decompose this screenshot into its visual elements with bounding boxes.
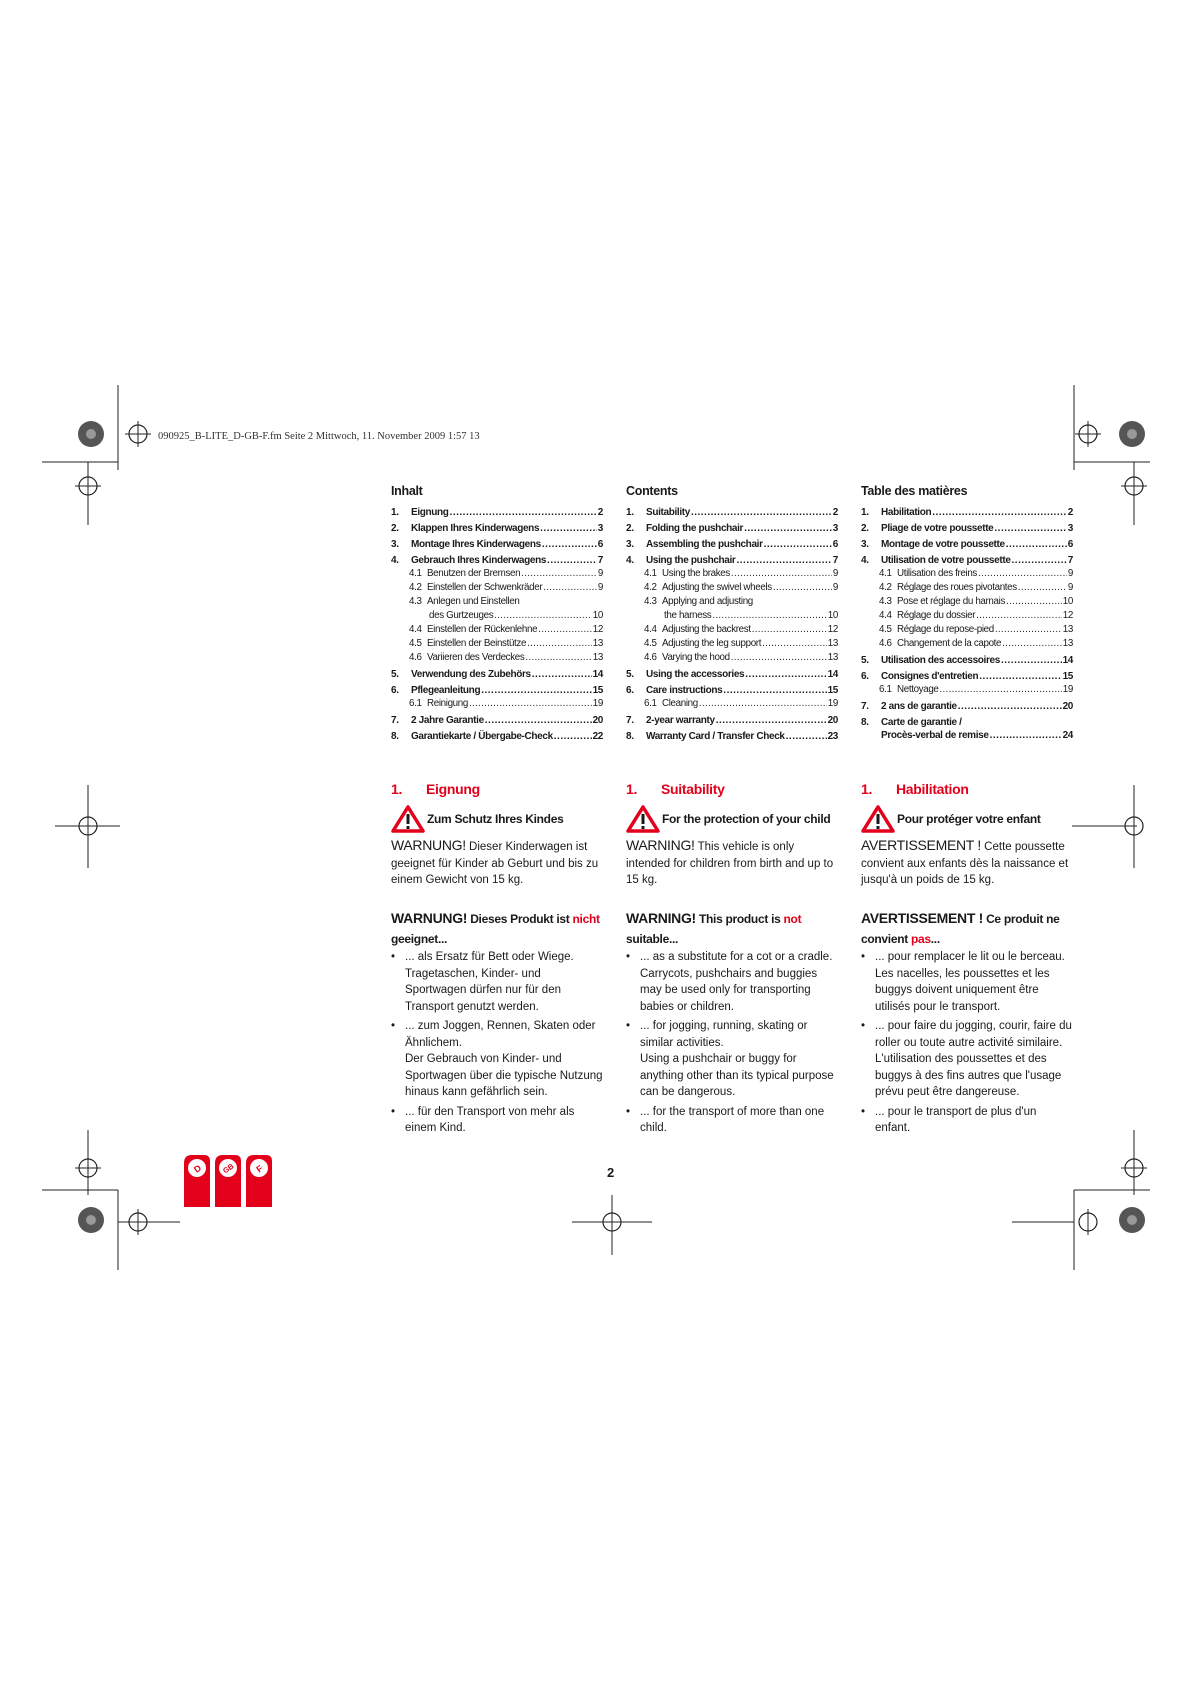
toc-entry [626, 596, 838, 610]
toc-entry-label: Pose et réglage du harnais [897, 596, 1005, 607]
language-tab-f [246, 1155, 272, 1207]
warning-heading: Pour protéger votre enfant [861, 805, 1041, 833]
toc-entry-page: 19 [827, 698, 838, 709]
toc-entry-label: Einstellen der Beinstütze [427, 638, 527, 649]
toc-entry-label: Warranty Card / Transfer Check [646, 731, 785, 742]
toc-entry [391, 555, 603, 568]
toc-leader [990, 730, 1062, 741]
toc-entry-number: 4.1 [644, 568, 657, 579]
toc-leader [494, 610, 592, 621]
language-tab-gb [215, 1155, 241, 1207]
toc-entry-label: Suitability [646, 507, 690, 518]
bullet-dot: • [391, 1105, 396, 1118]
toc-leader [978, 568, 1067, 579]
toc-entry-page: 10 [592, 610, 603, 621]
toc-entry [391, 731, 603, 744]
toc-entry-number: 6.1 [879, 684, 892, 695]
toc-entry-label: Variieren des Verdeckes [427, 652, 525, 663]
bullet-dot: • [391, 951, 396, 963]
bullet-title: ... for the transport of more than one child. [640, 1105, 825, 1134]
toc-entry-label: the harness [664, 610, 712, 621]
toc-entry-number: 2. [391, 523, 399, 534]
toc-entry-label: 2-year warranty [646, 715, 715, 726]
toc-entry-number: 6. [626, 685, 634, 696]
toc-entry-page: 23 [827, 731, 838, 742]
toc-list [626, 504, 838, 744]
toc-entry [626, 582, 838, 596]
toc-entry [391, 669, 603, 682]
page-number: 2 [607, 1165, 615, 1180]
bullet-item [861, 949, 1073, 1015]
toc-entry [861, 655, 1073, 668]
toc-entry-number: 2. [626, 523, 634, 534]
toc-entry-number: 3. [391, 539, 399, 550]
toc-leader [699, 698, 827, 709]
toc-entry [861, 684, 1073, 698]
section-title: 1. Suitability [626, 781, 725, 797]
toc-entry-number: 4.4 [879, 610, 892, 621]
toc-entry-label: Garantiekarte / Übergabe-Check [411, 731, 553, 742]
toc-entry-continued [391, 610, 603, 624]
toc-entry [861, 568, 1073, 582]
toc-entry [861, 523, 1073, 536]
toc-leader [521, 568, 597, 579]
toc-entry-label: Using the accessories [646, 669, 745, 680]
toc-leader [764, 539, 832, 550]
bullet-item [626, 1104, 838, 1137]
toc-entry [861, 555, 1073, 568]
bullet-dot: • [861, 1020, 866, 1032]
language-tab-f-label: F [254, 1163, 265, 1175]
bullet-detail: Using a pushchair or buggy for anything other than its typical purpose can be dangerous. [640, 1053, 834, 1098]
toc-leader [744, 523, 832, 534]
toc-entry-page: 9 [1067, 582, 1073, 593]
bullet-item [391, 1104, 603, 1137]
bullet-list [391, 949, 603, 1140]
bullet-title: ... als Ersatz für Bett oder Wiege. [405, 951, 574, 963]
bullet-item [626, 949, 838, 1015]
toc-entry-number: 4.4 [644, 624, 657, 635]
toc-entry [626, 523, 838, 536]
toc-entry [391, 638, 603, 652]
toc-leader [958, 701, 1062, 712]
toc-entry-label: Montage Ihres Kinderwagens [411, 539, 541, 550]
toc-leader [485, 715, 592, 726]
file-header-line: 090925_B-LITE_D-GB-F.fm Seite 2 Mittwoch, 11. November 2009 1:57 13 [158, 431, 480, 442]
toc-leader [786, 731, 827, 742]
bullet-title: ... zum Joggen, Rennen, Skaten oder Ähnlichem. [405, 1020, 596, 1049]
toc-entry-page: 7 [832, 555, 838, 566]
bullet-title: ... pour le transport de plus d'un enfant. [875, 1105, 1037, 1134]
toc-entry-page: 22 [592, 731, 603, 742]
suitability-paragraph: AVERTISSEMENT ! Cette poussette convient aux enfants dès la naissance et jusqu'à un poids de 15 kg. [861, 837, 1069, 886]
toc-leader [723, 685, 826, 696]
toc-entry-number: 5. [626, 669, 634, 680]
toc-entry-label: Using the pushchair [646, 555, 736, 566]
toc-title: Contents [626, 484, 678, 498]
bullet-dot: • [861, 951, 866, 963]
suitability-paragraph: WARNUNG! Dieser Kinderwagen ist geeignet für Kinder ab Geburt und bis zu einem Gewicht von 15 kg. [391, 837, 599, 886]
toc-leader [731, 568, 832, 579]
toc-entry-page: 13 [592, 638, 603, 649]
toc-entry-label: Utilisation des accessoires [881, 655, 1000, 666]
toc-entry-label: Assembling the pushchair [646, 539, 763, 550]
toc-entry-number: 1. [626, 507, 634, 518]
toc-entry-label: Klappen Ihres Kinderwagens [411, 523, 540, 534]
toc-entry [391, 568, 603, 582]
toc-entry-page: 20 [827, 715, 838, 726]
toc-entry-label: Changement de la capote [897, 638, 1002, 649]
section-title: 1. Eignung [391, 781, 480, 797]
toc-leader [976, 610, 1062, 621]
toc-leader [532, 669, 592, 680]
toc-entry-continued [626, 610, 838, 624]
toc-entry [626, 685, 838, 698]
toc-entry [861, 539, 1073, 552]
toc-entry-label: Einstellen der Rückenlehne [427, 624, 538, 635]
toc-title: Inhalt [391, 484, 423, 498]
not-suitable-heading: WARNING! This product is not suitable... [626, 910, 802, 946]
toc-entry-page: 2 [1067, 507, 1073, 518]
toc-entry [861, 701, 1073, 714]
warning-triangle-icon [626, 805, 660, 833]
toc-entry-page: 13 [1062, 638, 1073, 649]
toc-entry-number: 7. [861, 701, 869, 712]
toc-entry-number: 4.5 [409, 638, 422, 649]
bullet-detail: L'utilisation des poussettes et des buggys à des fins autres que l'usage prévu peut être dangereuse. [875, 1053, 1062, 1098]
toc-entry-number: 4.1 [409, 568, 422, 579]
toc-entry-number: 6.1 [409, 698, 422, 709]
toc-leader [547, 555, 597, 566]
toc-entry-number: 2. [861, 523, 869, 534]
toc-entry-page: 6 [597, 539, 603, 550]
bullet-item [391, 1018, 603, 1101]
toc-entry-number: 5. [391, 669, 399, 680]
toc-entry [861, 610, 1073, 624]
bullet-title: ... for jogging, running, skating or similar activities. [640, 1020, 808, 1049]
toc-entry-number: 4.3 [644, 596, 657, 607]
toc-entry-number: 4. [626, 555, 634, 566]
toc-entry-label: des Gurtzeuges [429, 610, 494, 621]
toc-entry-page: 19 [592, 698, 603, 709]
toc-entry-page: 7 [597, 555, 603, 566]
bullet-dot: • [861, 1105, 866, 1118]
toc-entry-label: Utilisation de votre poussette [881, 555, 1011, 566]
suitability-paragraph: WARNING! This vehicle is only intended for children from birth and up to 15 kg. [626, 837, 834, 886]
toc-leader [538, 624, 592, 635]
toc-entry-page: 12 [827, 624, 838, 635]
toc-entry-page: 19 [1062, 684, 1073, 695]
toc-entry-number: 3. [626, 539, 634, 550]
toc-leader [762, 638, 827, 649]
toc-entry-number: 4. [391, 555, 399, 566]
toc-entry [626, 715, 838, 728]
toc-entry-number: 1. [391, 507, 399, 518]
toc-entry-page: 15 [1062, 671, 1073, 682]
toc-entry-number: 4.6 [879, 638, 892, 649]
toc-entry-number: 3. [861, 539, 869, 550]
toc-entry-number: 4.5 [879, 624, 892, 635]
toc-entry [391, 698, 603, 712]
toc-entry-label: Gebrauch Ihres Kinderwagens [411, 555, 547, 566]
toc-entry-page: 24 [1062, 730, 1073, 741]
toc-entry-page: 9 [597, 582, 603, 593]
toc-entry-number: 8. [391, 731, 399, 742]
toc-leader [1006, 539, 1067, 550]
toc-entry [861, 582, 1073, 596]
toc-leader [1001, 655, 1062, 666]
toc-entry-label: Procès-verbal de remise [881, 730, 989, 741]
toc-leader [691, 507, 832, 518]
toc-leader [542, 539, 597, 550]
toc-entry [861, 624, 1073, 638]
warning-heading: For the protection of your child [626, 805, 830, 833]
toc-entry [861, 717, 1073, 730]
toc-entry-page: 13 [592, 652, 603, 663]
bullet-title: ... pour remplacer le lit ou le berceau. [875, 951, 1065, 963]
toc-leader [940, 684, 1062, 695]
toc-entry-label: Utilisation des freins [897, 568, 977, 579]
bullet-title: ... pour faire du jogging, courir, faire du roller ou toute autre activité similaire. [875, 1020, 1072, 1049]
bullet-detail: Der Gebrauch von Kinder- und Sportwagen über die typische Nutzung hinaus kann gefährlich sein. [405, 1053, 603, 1098]
toc-entry-number: 7. [391, 715, 399, 726]
toc-entry-page: 3 [832, 523, 838, 534]
toc-entry-number: 4.6 [409, 652, 422, 663]
toc-entry [626, 539, 838, 552]
toc-entry [391, 582, 603, 596]
toc-entry-number: 8. [626, 731, 634, 742]
toc-entry-number: 7. [626, 715, 634, 726]
toc-entry [626, 669, 838, 682]
toc-entry-page: 9 [1067, 568, 1073, 579]
toc-entry-page: 14 [827, 669, 838, 680]
toc-entry-page: 13 [1062, 624, 1073, 635]
toc-entry [391, 507, 603, 520]
toc-entry-number: 4.6 [644, 652, 657, 663]
bullet-dot: • [626, 1105, 631, 1118]
toc-leader [995, 624, 1062, 635]
toc-leader [773, 582, 832, 593]
toc-entry-page: 10 [827, 610, 838, 621]
toc-entry [391, 624, 603, 638]
toc-entry [626, 624, 838, 638]
bullet-dot: • [626, 1020, 631, 1032]
toc-leader [736, 555, 831, 566]
toc-entry-label: Réglage des roues pivotantes [897, 582, 1017, 593]
toc-entry-label: Carte de garantie / [881, 717, 962, 728]
toc-entry [391, 523, 603, 536]
bullet-title: ... für den Transport von mehr als einem Kind. [405, 1105, 575, 1134]
toc-entry-label: Adjusting the swivel wheels [662, 582, 772, 593]
toc-entry [861, 638, 1073, 652]
toc-entry-label: Pliage de votre poussette [881, 523, 994, 534]
toc-entry-number: 4. [861, 555, 869, 566]
toc-entry-page: 14 [592, 669, 603, 680]
toc-entry-page: 10 [1062, 596, 1073, 607]
not-suitable-heading: AVERTISSEMENT ! Ce produit ne convient pas... [861, 910, 1060, 946]
toc-entry-page: 12 [592, 624, 603, 635]
toc-entry [626, 652, 838, 666]
toc-entry-label: Verwendung des Zubehörs [411, 669, 531, 680]
toc-entry [626, 507, 838, 520]
toc-entry-label: 2 Jahre Garantie [411, 715, 484, 726]
toc-entry-page: 9 [832, 568, 838, 579]
toc-entry-page: 2 [597, 507, 603, 518]
toc-entry [626, 698, 838, 712]
toc-entry-label: Cleaning [662, 698, 698, 709]
toc-entry [861, 596, 1073, 610]
toc-list [391, 504, 603, 744]
toc-entry [391, 652, 603, 666]
toc-leader [994, 523, 1066, 534]
toc-entry [626, 568, 838, 582]
bullet-dot: • [626, 951, 631, 963]
toc-leader [469, 698, 592, 709]
language-tab-gb-label: GB [221, 1161, 236, 1176]
bullet-item [861, 1104, 1073, 1137]
toc-entry [861, 671, 1073, 684]
toc-leader [1012, 555, 1067, 566]
toc-entry-label: Varying the hood [662, 652, 730, 663]
toc-entry-page: 13 [827, 652, 838, 663]
toc-entry-number: 4.2 [879, 582, 892, 593]
language-tabs [184, 1155, 274, 1207]
toc-list [861, 504, 1073, 743]
toc-entry-page: 9 [597, 568, 603, 579]
toc-entry [626, 731, 838, 744]
toc-entry-label: Montage de votre poussette [881, 539, 1005, 550]
bullet-dot: • [391, 1020, 396, 1032]
toc-leader [540, 523, 597, 534]
toc-entry-continued [861, 730, 1073, 743]
toc-entry-number: 5. [861, 655, 869, 666]
toc-entry-page: 20 [592, 715, 603, 726]
toc-entry-label: Applying and adjusting [662, 596, 753, 607]
toc-leader [1018, 582, 1067, 593]
toc-entry-page: 6 [1067, 539, 1073, 550]
toc-entry-label: Benutzen der Bremsen [427, 568, 521, 579]
section-title: 1. Habilitation [861, 781, 969, 797]
toc-entry-page: 15 [827, 685, 838, 696]
toc-leader [1006, 596, 1062, 607]
toc-leader [752, 624, 827, 635]
toc-entry-label: Anlegen und Einstellen [427, 596, 520, 607]
toc-entry [391, 539, 603, 552]
toc-entry-label: Pflegeanleitung [411, 685, 481, 696]
language-tab-d [184, 1155, 210, 1207]
toc-entry-number: 4.3 [879, 596, 892, 607]
language-tab-d-label: D [192, 1162, 204, 1175]
toc-entry-page: 2 [832, 507, 838, 518]
toc-entry-page: 13 [827, 638, 838, 649]
toc-leader [932, 507, 1067, 518]
toc-entry-page: 7 [1067, 555, 1073, 566]
bullet-item [391, 949, 603, 1015]
toc-entry-number: 6. [391, 685, 399, 696]
toc-entry-page: 14 [1062, 655, 1073, 666]
toc-leader [731, 652, 827, 663]
toc-leader [979, 671, 1061, 682]
toc-entry-page: 20 [1062, 701, 1073, 712]
toc-title: Table des matières [861, 484, 968, 498]
toc-entry-number: 8. [861, 717, 869, 728]
toc-entry-number: 4.2 [409, 582, 422, 593]
toc-leader [716, 715, 827, 726]
bullet-item [861, 1018, 1073, 1101]
toc-leader [543, 582, 597, 593]
toc-leader [554, 731, 592, 742]
toc-leader [745, 669, 826, 680]
toc-entry-page: 3 [1067, 523, 1073, 534]
toc-entry-label: Réglage du dossier [897, 610, 976, 621]
toc-entry-number: 6. [861, 671, 869, 682]
bullet-title: ... as a substitute for a cot or a cradle. [640, 951, 833, 963]
toc-leader [712, 610, 826, 621]
toc-entry-label: Using the brakes [662, 568, 730, 579]
toc-entry-label: Eignung [411, 507, 449, 518]
bullet-detail: Carrycots, pushchairs and buggies may be used only for transporting babies or children. [640, 967, 818, 1013]
toc-entry-page: 6 [832, 539, 838, 550]
toc-entry-page: 12 [1062, 610, 1073, 621]
toc-entry [391, 715, 603, 728]
toc-entry [861, 507, 1073, 520]
not-suitable-heading: WARNUNG! Dieses Produkt ist nicht geeignet... [391, 910, 600, 946]
toc-entry-label: Adjusting the leg support [662, 638, 762, 649]
toc-entry-number: 4.4 [409, 624, 422, 635]
toc-entry-label: Folding the pushchair [646, 523, 744, 534]
toc-leader [1002, 638, 1062, 649]
toc-entry-label: Réglage du repose-pied [897, 624, 994, 635]
toc-entry-label: Einstellen der Schwenkräder [427, 582, 543, 593]
toc-leader [481, 685, 591, 696]
warning-triangle-icon [861, 805, 895, 833]
warning-heading: Zum Schutz Ihres Kindes [391, 805, 563, 833]
toc-entry-label: Habilitation [881, 507, 932, 518]
toc-entry-number: 1. [861, 507, 869, 518]
toc-entry-number: 4.5 [644, 638, 657, 649]
toc-entry-page: 3 [597, 523, 603, 534]
toc-entry-number: 4.3 [409, 596, 422, 607]
toc-leader [525, 652, 591, 663]
toc-entry-label: Reinigung [427, 698, 468, 709]
toc-leader [527, 638, 592, 649]
toc-leader [450, 507, 597, 518]
toc-entry-label: Care instructions [646, 685, 723, 696]
toc-entry-number: 4.1 [879, 568, 892, 579]
toc-entry [626, 555, 838, 568]
bullet-item [626, 1018, 838, 1101]
toc-entry-page: 9 [832, 582, 838, 593]
toc-entry-page: 15 [592, 685, 603, 696]
toc-entry-number: 6.1 [644, 698, 657, 709]
toc-entry [391, 596, 603, 610]
toc-entry-label: Nettoyage [897, 684, 939, 695]
toc-entry [626, 638, 838, 652]
bullet-list [861, 949, 1073, 1140]
warning-triangle-icon [391, 805, 425, 833]
toc-entry-label: Adjusting the backrest [662, 624, 751, 635]
toc-entry-number: 4.2 [644, 582, 657, 593]
bullet-detail: Tragetaschen, Kinder- und Sportwagen dürfen nur für den Transport genutzt werden. [405, 967, 561, 1013]
toc-entry-label: Consignes d'entretien [881, 671, 979, 682]
bullet-list [626, 949, 838, 1140]
toc-entry [391, 685, 603, 698]
bullet-detail: Les nacelles, les poussettes et les buggys doivent uniquement être utilisés pour le transport. [875, 967, 1050, 1013]
toc-entry-label: 2 ans de garantie [881, 701, 957, 712]
